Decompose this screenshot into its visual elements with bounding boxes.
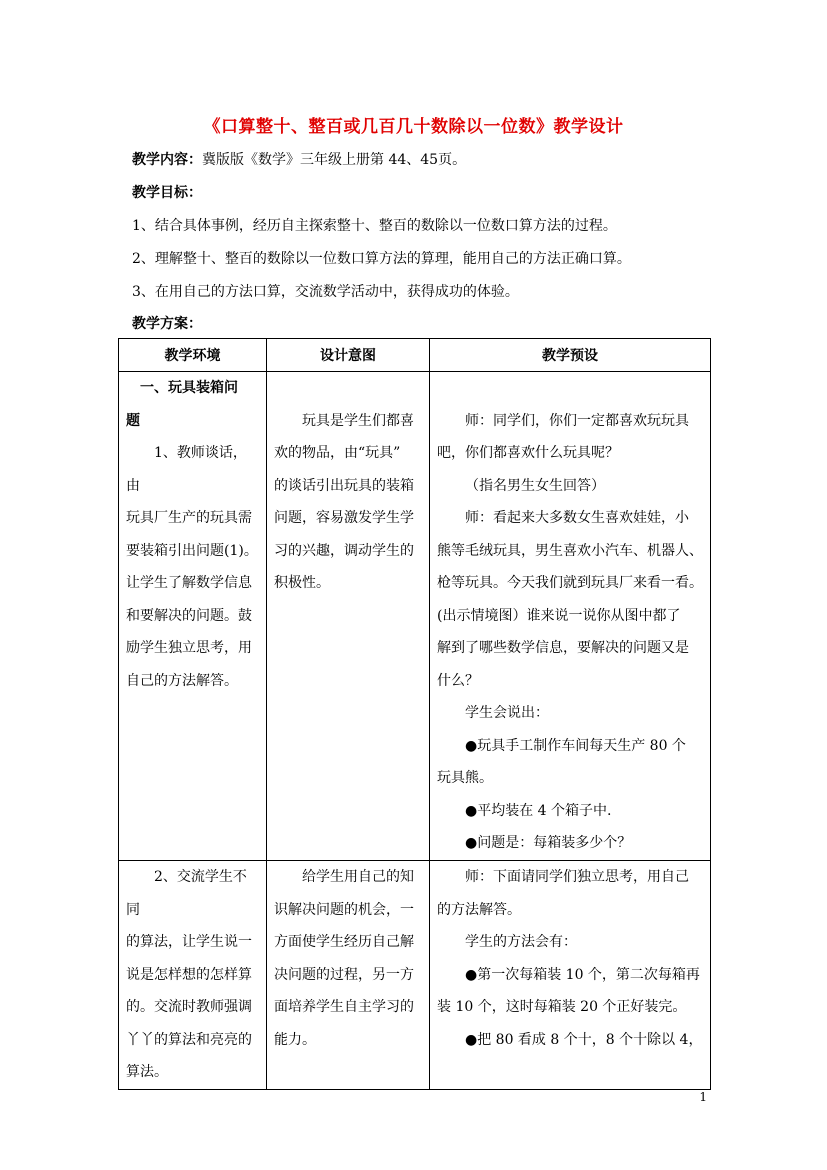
- cell-line: 装 10 个，这时每箱装 20 个正好装完。: [437, 999, 687, 1015]
- plan-label: 教学方案：: [132, 316, 202, 332]
- content-text: 冀版版《数学》三年级上册第 44、45页。: [202, 152, 467, 168]
- table-row: [119, 372, 711, 861]
- content-label: 教学内容：: [132, 152, 202, 168]
- cell-line: 能力。: [274, 1031, 316, 1048]
- cell-line: 让学生了解数学信息: [126, 575, 252, 591]
- goal-item-3: 3、在用自己的方法口算，交流数学活动中，获得成功的体验。: [132, 284, 519, 300]
- cell-line: （指名男生女生回答）: [465, 477, 605, 494]
- row2-intent-cell: [267, 861, 430, 1090]
- cell-line: 师：同学们，你们一定都喜欢玩玩具: [465, 412, 689, 429]
- cell-line: 什么？: [437, 672, 479, 689]
- cell-line: 题: [126, 412, 140, 429]
- cell-line: [274, 372, 422, 405]
- cell-line: 励学生独立思考，用: [126, 640, 252, 656]
- cell-line: 学生会说出：: [465, 705, 549, 721]
- cell-line: ●第一次每箱装 10 个，第二次每箱再: [465, 966, 700, 983]
- cell-line: 自己的方法解答。: [126, 672, 238, 689]
- row1-preset-cell: [430, 372, 711, 861]
- cell-line: 玩具厂生产的玩具需: [126, 510, 252, 526]
- document-title: 《口算整十、整百或几百几十数除以一位数》教学设计: [203, 117, 624, 137]
- table-header-row: [119, 339, 711, 372]
- cell-line: 的算法，让学生说一: [126, 934, 252, 950]
- cell-line: 欢的物品，由“玩具”: [274, 445, 401, 461]
- cell-line: 问题，容易激发学生学: [274, 510, 414, 526]
- goals-label: 教学目标：: [132, 185, 202, 201]
- cell-line: ●玩具手工制作车间每天生产 80 个: [465, 737, 686, 754]
- header-preset: 教学预设: [430, 339, 711, 372]
- cell-line: 一、玩具装箱问: [140, 380, 238, 396]
- header-environment: 教学环境: [119, 339, 267, 372]
- cell-line: 识解决问题的机会，一: [274, 901, 414, 918]
- cell-line: ●平均装在 4 个箱子中.: [465, 802, 612, 819]
- cell-line: 给学生用自己的知: [302, 869, 414, 885]
- cell-line: 枪等玩具。今天我们就到玩具厂来看一看。: [437, 575, 703, 591]
- page-number: 1: [699, 1090, 707, 1104]
- table-row: [119, 861, 711, 1090]
- cell-line: 师：看起来大多数女生喜欢娃娃，小: [465, 510, 689, 526]
- row1-intent-cell: [267, 372, 430, 861]
- cell-line: 的方法解答。: [437, 901, 521, 918]
- row1-environment-cell: [119, 372, 267, 861]
- cell-line: 解到了哪些数学信息，要解决的问题又是: [437, 640, 689, 656]
- row2-preset-cell: [430, 861, 711, 1090]
- cell-line: 玩具是学生们都喜: [302, 412, 414, 429]
- cell-line: 决问题的过程，另一方: [274, 966, 414, 983]
- row2-environment-cell: [119, 861, 267, 1090]
- cell-line: [437, 372, 703, 405]
- goal-item-2: 2、理解整十、整百的数除以一位数口算方法的算理，能用自己的方法正确口算。: [132, 251, 631, 267]
- cell-line: 玩具熊。: [437, 770, 493, 786]
- cell-line: 学生的方法会有：: [465, 934, 577, 950]
- cell-line: (出示情境图）谁来说一说你从图中都了: [437, 607, 681, 624]
- cell-line: ●把 80 看成 8 个十，8 个十除以 4，: [465, 1031, 703, 1048]
- teaching-plan-table: [118, 338, 711, 1090]
- header-intent: 设计意图: [267, 339, 430, 372]
- cell-line: 积极性。: [274, 575, 330, 591]
- cell-line: 的。交流时教师强调: [126, 999, 252, 1015]
- content-line: [132, 150, 466, 170]
- cell-line: ●问题是：每箱装多少个？: [465, 835, 632, 851]
- cell-line: 熊等毛绒玩具，男生喜欢小汽车、机器人、: [437, 542, 703, 559]
- cell-line: 师：下面请同学们独立思考，用自己: [465, 869, 689, 885]
- cell-line: 习的兴趣，调动学生的: [274, 542, 414, 559]
- cell-line: 2、交流学生不同: [126, 869, 247, 918]
- cell-line: 丫丫的算法和亮亮的: [126, 1031, 252, 1048]
- cell-line: 要装箱引出问题(1)。: [126, 542, 258, 559]
- goal-item-1: 1、结合具体事例，经历自主探索整十、整百的数除以一位数口算方法的过程。: [132, 218, 617, 234]
- cell-line: 说是怎样想的怎样算: [126, 966, 252, 983]
- cell-line: 的谈话引出玩具的装箱: [274, 477, 414, 494]
- cell-line: 1、教师谈话，由: [126, 445, 247, 494]
- cell-line: 方面使学生经历自己解: [274, 934, 414, 950]
- cell-line: 算法。: [126, 1064, 168, 1080]
- cell-line: 吧，你们都喜欢什么玩具呢？: [437, 445, 619, 461]
- cell-line: 和要解决的问题。鼓: [126, 607, 252, 624]
- cell-line: 面培养学生自主学习的: [274, 999, 414, 1015]
